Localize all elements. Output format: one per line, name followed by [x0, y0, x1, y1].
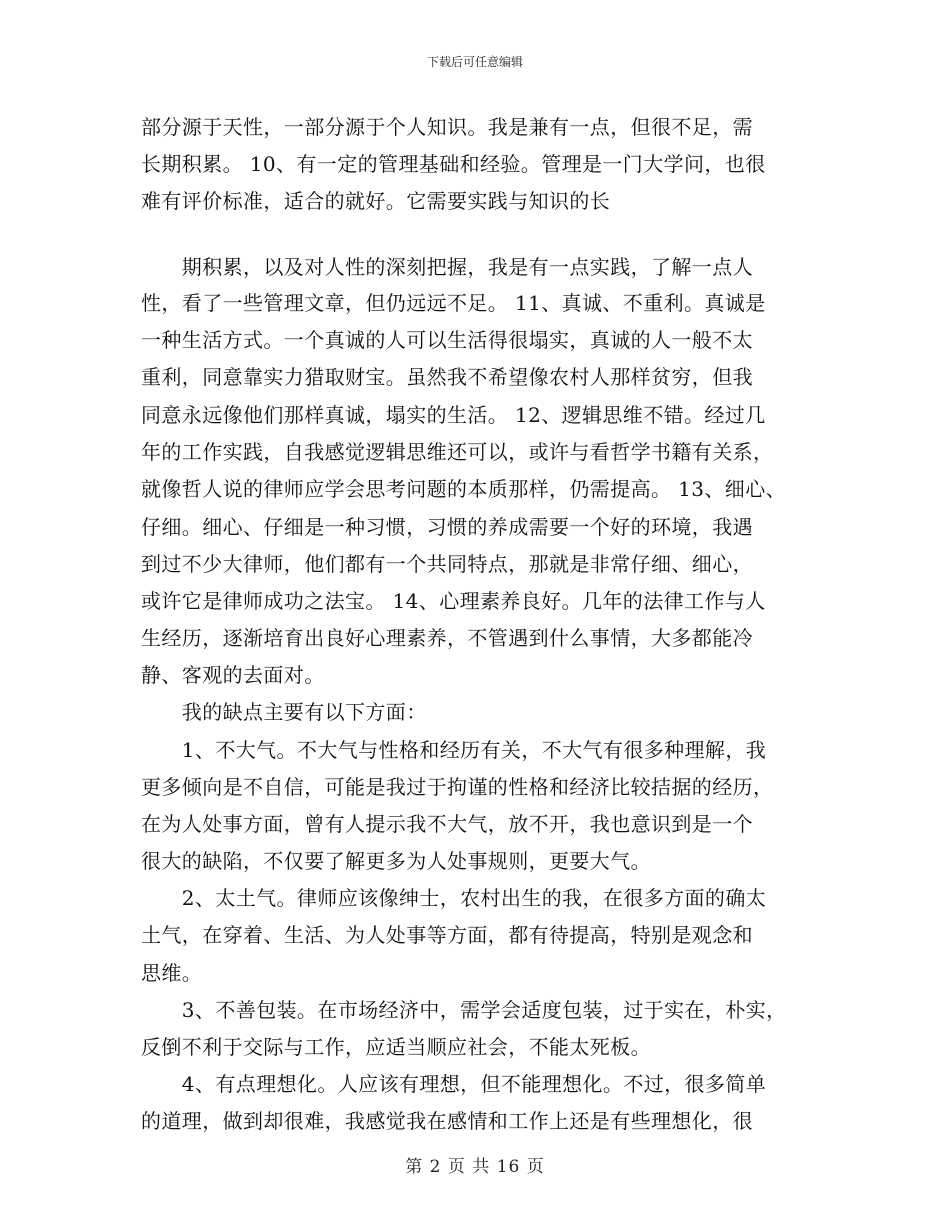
text-line: 静、客观的去面对。 [141, 663, 325, 687]
text-line: 期积累，以及对人性的深刻把握，我是有一点实践，了解一点人 [141, 255, 753, 279]
text-line: 同意永远像他们那样真诚，塌实的生活。 12、逻辑思维不错。经过几 [141, 403, 766, 427]
text-line: 性，看了一些管理文章，但仍远远不足。 11、真诚、不重利。真诚是 [141, 291, 766, 315]
text-line: 很大的缺陷，不仅要了解更多为人处事规则，更要大气。 [141, 849, 651, 873]
text-line: 生经历，逐渐培育出良好心理素养，不管遇到什么事情，大多都能冷 [141, 626, 753, 650]
text-line: 2、太土气。律师应该像绅士，农村出生的我，在很多方面的确太 [141, 886, 767, 910]
text-line: 到过不少大律师，他们都有一个共同特点，那就是非常仔细、细心， [141, 552, 753, 576]
text-line: 土气，在穿着、生活、为人处事等方面，都有待提高，特别是观念和 [141, 923, 753, 947]
text-line: 4、有点理想化。人应该有理想，但不能理想化。不过，很多简单 [141, 1072, 767, 1096]
text-line: 部分源于天性，一部分源于个人知识。我是兼有一点，但很不足，需 [141, 115, 753, 139]
text-line: 反倒不利于交际与工作，应适当顺应社会，不能太死板。 [141, 1035, 651, 1059]
text-line: 思维。 [141, 961, 203, 985]
text-line: 1、不大气。不大气与性格和经历有关，不大气有很多种理解，我 [141, 738, 767, 762]
text-line: 难有评价标准，适合的就好。它需要实践与知识的长 [141, 189, 611, 213]
text-line: 在为人处事方面，曾有人提示我不大气，放不开，我也意识到是一个 [141, 812, 753, 836]
text-line: 长期积累。 10、有一定的管理基础和经验。管理是一门大学问，也很 [141, 152, 766, 176]
text-line: 就像哲人说的律师应学会思考问题的本质那样，仍需提高。 13、细心、 [141, 477, 787, 501]
text-line: 年的工作实践，自我感觉逻辑思维还可以，或许与看哲学书籍有关系， [141, 440, 774, 464]
text-line: 重利，同意靠实力猎取财宝。虽然我不希望像农村人那样贫穷，但我 [141, 365, 753, 389]
page-header: 下载后可任意编辑 [426, 55, 523, 69]
text-line: 3、不善包装。在市场经济中，需学会适度包装，过于实在，朴实， [141, 998, 787, 1022]
text-line: 一种生活方式。一个真诚的人可以生活得很塌实，真诚的人一般不太 [141, 328, 753, 352]
page-number: 第 2 页 共 16 页 [405, 1157, 545, 1177]
text-line: 的道理，做到却很难，我感觉我在感情和工作上还是有些理想化，很 [141, 1109, 753, 1133]
text-line: 或许它是律师成功之法宝。 14、心理素养良好。几年的法律工作与人 [141, 589, 766, 613]
section-heading: 我的缺点主要有以下方面： [141, 700, 427, 724]
text-line: 仔细。细心、仔细是一种习惯，习惯的养成需要一个好的环境，我遇 [141, 515, 753, 539]
text-line: 更多倾向是不自信，可能是我过于拘谨的性格和经济比较拮据的经历， [141, 775, 774, 799]
